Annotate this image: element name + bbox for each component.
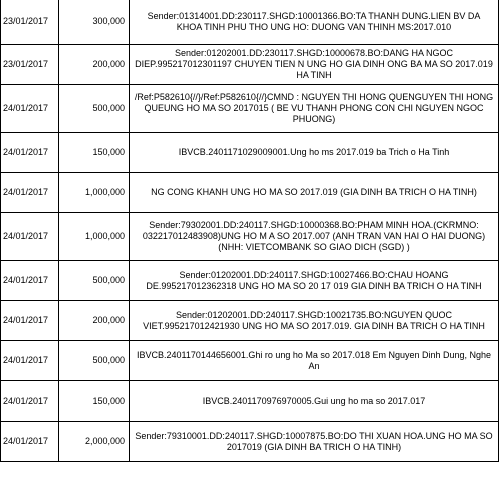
- table-row: [1, 45, 499, 85]
- table-row: [1, 133, 499, 173]
- date-cell: 23/01/2017: [1, 45, 59, 85]
- amount-cell: 500,000: [59, 85, 130, 133]
- amount-cell: 150,000: [59, 381, 130, 422]
- table-row: [1, 381, 499, 422]
- description-cell: Sender:01202001.DD:240117.SHGD:10021735.BO:NGUYEN QUOC VIET.995217012421930 UNG HO MA SO 2017.019. GIA DINH BA TRICH O HA TINH: [130, 301, 499, 341]
- date-cell: 23/01/2017: [1, 0, 59, 45]
- date-cell: 24/01/2017: [1, 133, 59, 173]
- description-cell: Sender:79302001.DD:240117.SHGD:10000368.BO:PHAM MINH HOA.(CKRMNO: 032217012483908)UNG HO M A SO 2017.007 (ANH TRAN VAN HAI O HAI DUONG) (NHH: VIETCOMBANK SO GIAO DICH (SGD) ): [130, 213, 499, 261]
- date-cell: 24/01/2017: [1, 341, 59, 381]
- amount-cell: 2,000,000: [59, 422, 130, 462]
- table-row: [1, 261, 499, 301]
- amount-cell: 500,000: [59, 261, 130, 301]
- date-cell: 24/01/2017: [1, 213, 59, 261]
- date-cell: 24/01/2017: [1, 173, 59, 213]
- amount-cell: 500,000: [59, 341, 130, 381]
- table-row: [1, 341, 499, 381]
- table-row: [1, 0, 499, 45]
- description-cell: NG CONG KHANH UNG HO MA SO 2017.019 (GIA DINH BA TRICH O HA TINH): [130, 173, 499, 213]
- table-row: [1, 85, 499, 133]
- description-cell: Sender:01202001.DD:240117.SHGD:10027466.BO:CHAU HOANG DE.995217012362318 UNG HO MA SO 20 17 019 GIA DINH BA TRICH O HA TINH: [130, 261, 499, 301]
- description-cell: Sender:79310001.DD:240117.SHGD:10007875.BO:DO THI XUAN HOA.UNG HO MA SO 2017019 (GIA DINH BA TRICH O HA TINH): [130, 422, 499, 462]
- amount-cell: 200,000: [59, 45, 130, 85]
- table-row: [1, 301, 499, 341]
- amount-cell: 300,000: [59, 0, 130, 45]
- amount-cell: 200,000: [59, 301, 130, 341]
- date-cell: 24/01/2017: [1, 422, 59, 462]
- description-cell: IBVCB.2401170144656001.Ghi ro ung ho Ma so 2017.018 Em Nguyen Dinh Dung, Nghe An: [130, 341, 499, 381]
- table-row: [1, 213, 499, 261]
- table-row: [1, 422, 499, 462]
- description-cell: Sender:01314001.DD:230117.SHGD:10001366.BO:TA THANH DUNG.LIEN BV DA KHOA TINH PHU THO UNG HO: DUONG VAN THINH MS:2017.010: [130, 0, 499, 45]
- description-cell: IBVCB.2401170976970005.Gui ung ho ma so 2017.017: [130, 381, 499, 422]
- date-cell: 24/01/2017: [1, 301, 59, 341]
- description-cell: IBVCB.2401171029009001.Ung ho ms 2017.019 ba Trich o Ha Tinh: [130, 133, 499, 173]
- transactions-body: [1, 0, 499, 462]
- amount-cell: 150,000: [59, 133, 130, 173]
- description-cell: /Ref:P582610{//}/Ref:P582610{//}CMND : NGUYEN THI HONG QUENGUYEN THI HONG QUEUNG HO MA SO 2017015 ( BE VU THANH PHONG CON CHI NGUYEN NGOC PHUONG): [130, 85, 499, 133]
- date-cell: 24/01/2017: [1, 261, 59, 301]
- table-row: [1, 173, 499, 213]
- amount-cell: 1,000,000: [59, 213, 130, 261]
- amount-cell: 1,000,000: [59, 173, 130, 213]
- description-cell: Sender:01202001.DD:230117.SHGD:10000678.BO:DANG HA NGOC DIEP.995217012301197 CHUYEN TIEN N UNG HO GIA DINH ONG BA MA SO 2017.019 HA TINH: [130, 45, 499, 85]
- date-cell: 24/01/2017: [1, 381, 59, 422]
- date-cell: 24/01/2017: [1, 85, 59, 133]
